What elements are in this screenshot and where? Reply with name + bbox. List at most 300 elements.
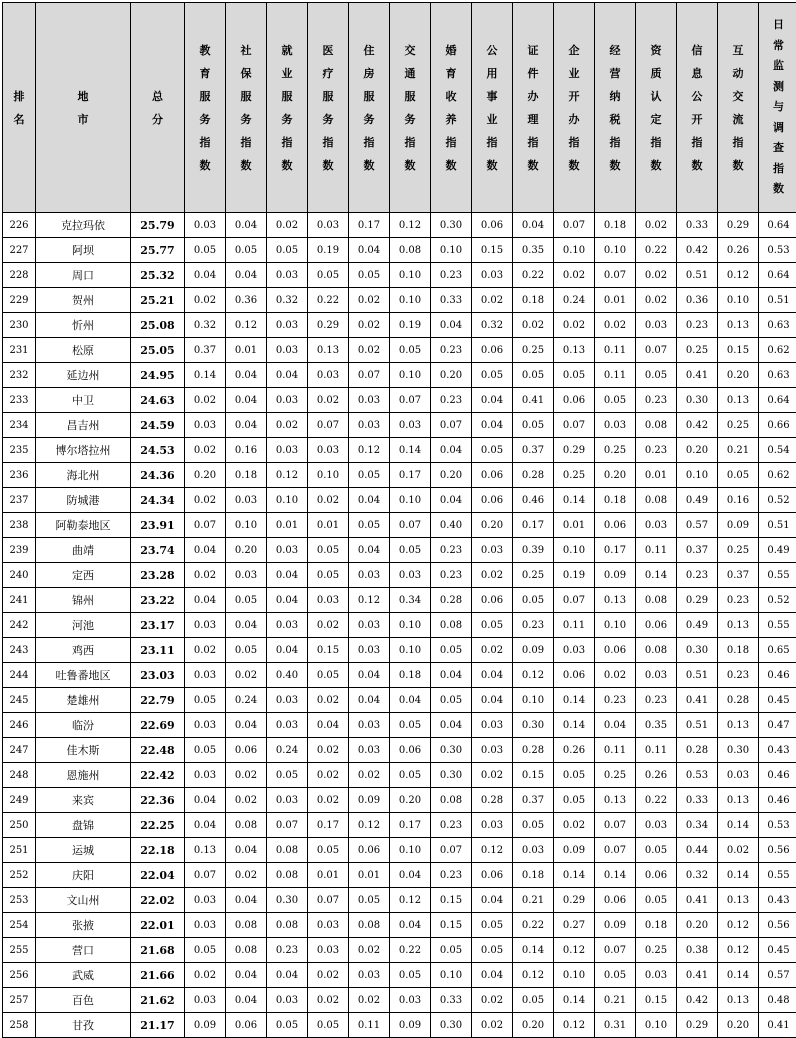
index-value-cell: 0.03 bbox=[308, 938, 349, 963]
index-value-cell: 0.02 bbox=[472, 1013, 513, 1038]
index-value-cell: 0.03 bbox=[636, 963, 677, 988]
index-value-cell: 0.30 bbox=[677, 388, 718, 413]
index-value-cell: 0.18 bbox=[595, 213, 636, 238]
index-value-cell: 0.05 bbox=[267, 763, 308, 788]
index-value-cell: 0.08 bbox=[267, 913, 308, 938]
index-value-cell: 0.23 bbox=[431, 563, 472, 588]
index-value-cell: 0.48 bbox=[759, 988, 796, 1013]
index-value-cell: 0.02 bbox=[349, 288, 390, 313]
city-cell: 阿勒泰地区 bbox=[36, 513, 131, 538]
index-value-cell: 0.36 bbox=[677, 288, 718, 313]
index-value-cell: 0.13 bbox=[718, 713, 759, 738]
index-value-cell: 0.02 bbox=[185, 288, 226, 313]
ranking-table bbox=[2, 2, 796, 1038]
index-value-cell: 0.41 bbox=[677, 888, 718, 913]
index-value-cell: 0.14 bbox=[718, 963, 759, 988]
index-value-cell: 0.05 bbox=[349, 263, 390, 288]
index-value-cell: 0.10 bbox=[595, 613, 636, 638]
table-row bbox=[3, 688, 796, 713]
index-value-cell: 0.10 bbox=[390, 488, 431, 513]
index-value-cell: 0.41 bbox=[677, 363, 718, 388]
index-value-cell: 0.03 bbox=[349, 638, 390, 663]
index-value-cell: 0.04 bbox=[226, 963, 267, 988]
rank-cell: 250 bbox=[3, 813, 36, 838]
index-value-cell: 0.04 bbox=[226, 888, 267, 913]
index-value-cell: 0.04 bbox=[185, 538, 226, 563]
index-value-cell: 0.12 bbox=[349, 813, 390, 838]
index-value-cell: 0.06 bbox=[226, 1013, 267, 1038]
index-value-cell: 0.55 bbox=[759, 863, 796, 888]
table-row bbox=[3, 313, 796, 338]
index-value-cell: 0.29 bbox=[718, 213, 759, 238]
total-score-cell: 25.08 bbox=[131, 313, 185, 338]
index-value-cell: 0.05 bbox=[595, 963, 636, 988]
index-value-cell: 0.10 bbox=[636, 1013, 677, 1038]
index-value-cell: 0.02 bbox=[472, 563, 513, 588]
index-value-cell: 0.02 bbox=[308, 963, 349, 988]
index-value-cell: 0.53 bbox=[759, 238, 796, 263]
index-value-cell: 0.03 bbox=[472, 263, 513, 288]
index-value-cell: 0.02 bbox=[226, 788, 267, 813]
index-value-cell: 0.03 bbox=[595, 413, 636, 438]
index-value-cell: 0.51 bbox=[677, 663, 718, 688]
city-cell: 佳木斯 bbox=[36, 738, 131, 763]
index-value-cell: 0.24 bbox=[554, 288, 595, 313]
index-value-cell: 0.13 bbox=[718, 388, 759, 413]
rank-cell: 253 bbox=[3, 888, 36, 913]
rank-cell: 232 bbox=[3, 363, 36, 388]
index-value-cell: 0.49 bbox=[677, 488, 718, 513]
index-value-cell: 0.02 bbox=[308, 763, 349, 788]
total-score-cell: 25.32 bbox=[131, 263, 185, 288]
index-value-cell: 0.09 bbox=[554, 838, 595, 863]
index-value-cell: 0.02 bbox=[513, 313, 554, 338]
index-value-cell: 0.05 bbox=[636, 838, 677, 863]
index-value-cell: 0.22 bbox=[513, 263, 554, 288]
index-value-cell: 0.12 bbox=[390, 213, 431, 238]
index-value-cell: 0.07 bbox=[308, 413, 349, 438]
index-value-cell: 0.25 bbox=[718, 413, 759, 438]
index-value-cell: 0.63 bbox=[759, 313, 796, 338]
index-value-cell: 0.04 bbox=[472, 888, 513, 913]
index-value-cell: 0.23 bbox=[431, 338, 472, 363]
index-value-cell: 0.03 bbox=[185, 663, 226, 688]
index-value-cell: 0.03 bbox=[267, 388, 308, 413]
index-value-cell: 0.12 bbox=[472, 838, 513, 863]
index-value-cell: 0.22 bbox=[390, 938, 431, 963]
index-value-cell: 0.02 bbox=[185, 963, 226, 988]
index-value-cell: 0.05 bbox=[390, 338, 431, 363]
table-row bbox=[3, 738, 796, 763]
index-value-cell: 0.10 bbox=[308, 463, 349, 488]
index-value-cell: 0.23 bbox=[431, 263, 472, 288]
header-row bbox=[3, 3, 796, 213]
index-value-cell: 0.20 bbox=[718, 363, 759, 388]
index-value-cell: 0.03 bbox=[267, 788, 308, 813]
index-value-cell: 0.17 bbox=[513, 513, 554, 538]
index-value-cell: 0.23 bbox=[431, 813, 472, 838]
index-value-cell: 0.03 bbox=[472, 538, 513, 563]
index-value-cell: 0.06 bbox=[472, 463, 513, 488]
index-value-cell: 0.02 bbox=[349, 338, 390, 363]
index-value-cell: 0.04 bbox=[308, 713, 349, 738]
index-value-cell: 0.04 bbox=[431, 488, 472, 513]
rank-cell: 235 bbox=[3, 438, 36, 463]
index-value-cell: 0.03 bbox=[636, 813, 677, 838]
index-value-cell: 0.31 bbox=[595, 1013, 636, 1038]
index-value-cell: 0.05 bbox=[472, 438, 513, 463]
rank-cell: 258 bbox=[3, 1013, 36, 1038]
index-value-cell: 0.14 bbox=[554, 713, 595, 738]
index-value-cell: 0.47 bbox=[759, 713, 796, 738]
index-value-cell: 0.09 bbox=[185, 1013, 226, 1038]
index-value-cell: 0.23 bbox=[595, 688, 636, 713]
index-value-cell: 0.07 bbox=[185, 863, 226, 888]
index-value-cell: 0.03 bbox=[185, 763, 226, 788]
index-value-cell: 0.14 bbox=[554, 863, 595, 888]
index-value-cell: 0.05 bbox=[636, 363, 677, 388]
index-value-cell: 0.02 bbox=[595, 663, 636, 688]
index-value-cell: 0.16 bbox=[718, 488, 759, 513]
rank-cell: 252 bbox=[3, 863, 36, 888]
index-value-cell: 0.06 bbox=[472, 338, 513, 363]
total-score-cell: 22.36 bbox=[131, 788, 185, 813]
index-value-cell: 0.03 bbox=[308, 438, 349, 463]
index-value-cell: 0.42 bbox=[677, 988, 718, 1013]
total-score-cell: 22.04 bbox=[131, 863, 185, 888]
index-value-cell: 0.01 bbox=[308, 863, 349, 888]
rank-cell: 245 bbox=[3, 688, 36, 713]
index-value-cell: 0.07 bbox=[185, 513, 226, 538]
index-value-cell: 0.02 bbox=[226, 663, 267, 688]
index-value-cell: 0.16 bbox=[226, 438, 267, 463]
index-value-cell: 0.40 bbox=[431, 513, 472, 538]
header-employment-index: 就业服务指数 bbox=[267, 3, 308, 213]
index-value-cell: 0.05 bbox=[185, 688, 226, 713]
index-value-cell: 0.04 bbox=[349, 688, 390, 713]
rank-cell: 241 bbox=[3, 588, 36, 613]
index-value-cell: 0.20 bbox=[431, 363, 472, 388]
index-value-cell: 0.13 bbox=[718, 313, 759, 338]
table-row bbox=[3, 663, 796, 688]
index-value-cell: 0.09 bbox=[390, 1013, 431, 1038]
index-value-cell: 0.07 bbox=[554, 213, 595, 238]
index-value-cell: 0.13 bbox=[718, 613, 759, 638]
index-value-cell: 0.08 bbox=[226, 913, 267, 938]
index-value-cell: 0.10 bbox=[390, 363, 431, 388]
index-value-cell: 0.10 bbox=[595, 238, 636, 263]
index-value-cell: 0.02 bbox=[267, 213, 308, 238]
index-value-cell: 0.02 bbox=[267, 413, 308, 438]
index-value-cell: 0.15 bbox=[431, 913, 472, 938]
index-value-cell: 0.23 bbox=[267, 938, 308, 963]
index-value-cell: 0.32 bbox=[677, 863, 718, 888]
index-value-cell: 0.10 bbox=[513, 688, 554, 713]
index-value-cell: 0.37 bbox=[718, 563, 759, 588]
index-value-cell: 0.18 bbox=[513, 863, 554, 888]
index-value-cell: 0.03 bbox=[185, 713, 226, 738]
index-value-cell: 0.28 bbox=[472, 788, 513, 813]
index-value-cell: 0.22 bbox=[636, 238, 677, 263]
table-row bbox=[3, 413, 796, 438]
header-total: 总分 bbox=[131, 3, 185, 213]
index-value-cell: 0.04 bbox=[472, 413, 513, 438]
index-value-cell: 0.08 bbox=[349, 913, 390, 938]
rank-cell: 229 bbox=[3, 288, 36, 313]
rank-cell: 255 bbox=[3, 938, 36, 963]
index-value-cell: 0.20 bbox=[677, 438, 718, 463]
index-value-cell: 0.04 bbox=[185, 813, 226, 838]
index-value-cell: 0.41 bbox=[677, 963, 718, 988]
index-value-cell: 0.65 bbox=[759, 638, 796, 663]
index-value-cell: 0.02 bbox=[185, 563, 226, 588]
table-row bbox=[3, 988, 796, 1013]
table-row bbox=[3, 338, 796, 363]
table-row bbox=[3, 888, 796, 913]
index-value-cell: 0.14 bbox=[390, 438, 431, 463]
index-value-cell: 0.10 bbox=[718, 288, 759, 313]
table-row bbox=[3, 563, 796, 588]
index-value-cell: 0.05 bbox=[349, 888, 390, 913]
index-value-cell: 0.37 bbox=[513, 438, 554, 463]
index-value-cell: 0.03 bbox=[308, 213, 349, 238]
index-value-cell: 0.11 bbox=[554, 613, 595, 638]
index-value-cell: 0.04 bbox=[349, 488, 390, 513]
rank-cell: 234 bbox=[3, 413, 36, 438]
index-value-cell: 0.12 bbox=[513, 663, 554, 688]
index-value-cell: 0.02 bbox=[554, 813, 595, 838]
index-value-cell: 0.07 bbox=[431, 413, 472, 438]
index-value-cell: 0.11 bbox=[349, 1013, 390, 1038]
index-value-cell: 0.04 bbox=[513, 213, 554, 238]
index-value-cell: 0.28 bbox=[677, 738, 718, 763]
index-value-cell: 0.23 bbox=[636, 388, 677, 413]
index-value-cell: 0.23 bbox=[718, 663, 759, 688]
index-value-cell: 0.15 bbox=[513, 763, 554, 788]
index-value-cell: 0.02 bbox=[308, 788, 349, 813]
index-value-cell: 0.08 bbox=[636, 413, 677, 438]
index-value-cell: 0.03 bbox=[267, 438, 308, 463]
index-value-cell: 0.17 bbox=[390, 463, 431, 488]
index-value-cell: 0.20 bbox=[185, 463, 226, 488]
index-value-cell: 0.02 bbox=[472, 988, 513, 1013]
index-value-cell: 0.10 bbox=[390, 613, 431, 638]
index-value-cell: 0.41 bbox=[759, 1013, 796, 1038]
index-value-cell: 0.04 bbox=[226, 413, 267, 438]
index-value-cell: 0.06 bbox=[472, 863, 513, 888]
index-value-cell: 0.02 bbox=[718, 838, 759, 863]
index-value-cell: 0.23 bbox=[677, 563, 718, 588]
index-value-cell: 0.05 bbox=[513, 588, 554, 613]
header-daily-monitoring-index: 日常监测与调查指数 bbox=[759, 3, 796, 213]
index-value-cell: 0.46 bbox=[759, 763, 796, 788]
index-value-cell: 0.40 bbox=[267, 663, 308, 688]
index-value-cell: 0.04 bbox=[349, 538, 390, 563]
index-value-cell: 0.05 bbox=[308, 838, 349, 863]
rank-cell: 254 bbox=[3, 913, 36, 938]
index-value-cell: 0.04 bbox=[431, 313, 472, 338]
index-value-cell: 0.07 bbox=[554, 413, 595, 438]
index-value-cell: 0.02 bbox=[349, 988, 390, 1013]
table-row bbox=[3, 513, 796, 538]
table-row bbox=[3, 538, 796, 563]
total-score-cell: 25.21 bbox=[131, 288, 185, 313]
header-interaction-index: 互动交流指数 bbox=[718, 3, 759, 213]
rank-cell: 238 bbox=[3, 513, 36, 538]
total-score-cell: 23.03 bbox=[131, 663, 185, 688]
index-value-cell: 0.17 bbox=[349, 213, 390, 238]
index-value-cell: 0.30 bbox=[718, 738, 759, 763]
index-value-cell: 0.35 bbox=[636, 713, 677, 738]
index-value-cell: 0.04 bbox=[226, 838, 267, 863]
index-value-cell: 0.13 bbox=[554, 338, 595, 363]
index-value-cell: 0.02 bbox=[185, 488, 226, 513]
index-value-cell: 0.08 bbox=[390, 238, 431, 263]
index-value-cell: 0.05 bbox=[267, 238, 308, 263]
index-value-cell: 0.08 bbox=[267, 863, 308, 888]
index-value-cell: 0.04 bbox=[226, 263, 267, 288]
index-value-cell: 0.51 bbox=[677, 263, 718, 288]
index-value-cell: 0.15 bbox=[636, 988, 677, 1013]
index-value-cell: 0.25 bbox=[595, 763, 636, 788]
index-value-cell: 0.12 bbox=[718, 913, 759, 938]
city-cell: 来宾 bbox=[36, 788, 131, 813]
index-value-cell: 0.05 bbox=[554, 788, 595, 813]
index-value-cell: 0.05 bbox=[431, 938, 472, 963]
index-value-cell: 0.46 bbox=[759, 663, 796, 688]
index-value-cell: 0.25 bbox=[677, 338, 718, 363]
index-value-cell: 0.07 bbox=[636, 338, 677, 363]
index-value-cell: 0.23 bbox=[431, 388, 472, 413]
index-value-cell: 0.17 bbox=[595, 538, 636, 563]
index-value-cell: 0.30 bbox=[513, 713, 554, 738]
index-value-cell: 0.12 bbox=[513, 963, 554, 988]
table-body bbox=[3, 213, 796, 1038]
index-value-cell: 0.04 bbox=[185, 588, 226, 613]
index-value-cell: 0.06 bbox=[390, 738, 431, 763]
index-value-cell: 0.04 bbox=[472, 388, 513, 413]
index-value-cell: 0.02 bbox=[472, 763, 513, 788]
index-value-cell: 0.23 bbox=[431, 863, 472, 888]
index-value-cell: 0.18 bbox=[595, 488, 636, 513]
index-value-cell: 0.14 bbox=[718, 863, 759, 888]
index-value-cell: 0.13 bbox=[185, 838, 226, 863]
total-score-cell: 25.05 bbox=[131, 338, 185, 363]
index-value-cell: 0.25 bbox=[554, 463, 595, 488]
index-value-cell: 0.08 bbox=[226, 938, 267, 963]
index-value-cell: 0.02 bbox=[308, 388, 349, 413]
total-score-cell: 21.17 bbox=[131, 1013, 185, 1038]
total-score-cell: 24.34 bbox=[131, 488, 185, 513]
index-value-cell: 0.08 bbox=[226, 813, 267, 838]
index-value-cell: 0.05 bbox=[431, 638, 472, 663]
index-value-cell: 0.25 bbox=[718, 538, 759, 563]
total-score-cell: 22.02 bbox=[131, 888, 185, 913]
index-value-cell: 0.03 bbox=[636, 313, 677, 338]
table-row bbox=[3, 238, 796, 263]
index-value-cell: 0.33 bbox=[431, 288, 472, 313]
index-value-cell: 0.04 bbox=[267, 638, 308, 663]
city-cell: 昌吉州 bbox=[36, 413, 131, 438]
index-value-cell: 0.12 bbox=[349, 588, 390, 613]
index-value-cell: 0.24 bbox=[267, 738, 308, 763]
index-value-cell: 0.05 bbox=[308, 663, 349, 688]
city-cell: 河池 bbox=[36, 613, 131, 638]
total-score-cell: 25.77 bbox=[131, 238, 185, 263]
index-value-cell: 0.06 bbox=[595, 513, 636, 538]
index-value-cell: 0.04 bbox=[472, 663, 513, 688]
index-value-cell: 0.33 bbox=[677, 788, 718, 813]
table-row bbox=[3, 213, 796, 238]
index-value-cell: 0.25 bbox=[513, 563, 554, 588]
index-value-cell: 0.04 bbox=[267, 588, 308, 613]
city-cell: 恩施州 bbox=[36, 763, 131, 788]
index-value-cell: 0.19 bbox=[554, 563, 595, 588]
index-value-cell: 0.28 bbox=[718, 688, 759, 713]
index-value-cell: 0.02 bbox=[349, 938, 390, 963]
index-value-cell: 0.03 bbox=[472, 738, 513, 763]
index-value-cell: 0.38 bbox=[677, 938, 718, 963]
city-cell: 忻州 bbox=[36, 313, 131, 338]
header-medical-index: 医疗服务指数 bbox=[308, 3, 349, 213]
index-value-cell: 0.05 bbox=[349, 513, 390, 538]
table-row bbox=[3, 613, 796, 638]
index-value-cell: 0.05 bbox=[513, 413, 554, 438]
index-value-cell: 0.15 bbox=[718, 338, 759, 363]
city-cell: 中卫 bbox=[36, 388, 131, 413]
total-score-cell: 24.59 bbox=[131, 413, 185, 438]
index-value-cell: 0.05 bbox=[513, 363, 554, 388]
index-value-cell: 0.54 bbox=[759, 438, 796, 463]
index-value-cell: 0.04 bbox=[226, 613, 267, 638]
index-value-cell: 0.04 bbox=[267, 563, 308, 588]
index-value-cell: 0.05 bbox=[226, 638, 267, 663]
index-value-cell: 0.33 bbox=[431, 988, 472, 1013]
rank-cell: 248 bbox=[3, 763, 36, 788]
header-business-startup-index: 企业开办指数 bbox=[554, 3, 595, 213]
index-value-cell: 0.18 bbox=[226, 463, 267, 488]
index-value-cell: 0.02 bbox=[554, 313, 595, 338]
total-score-cell: 21.66 bbox=[131, 963, 185, 988]
city-cell: 文山州 bbox=[36, 888, 131, 913]
index-value-cell: 0.28 bbox=[513, 463, 554, 488]
index-value-cell: 0.05 bbox=[267, 1013, 308, 1038]
index-value-cell: 0.13 bbox=[595, 788, 636, 813]
index-value-cell: 0.02 bbox=[595, 313, 636, 338]
index-value-cell: 0.05 bbox=[718, 463, 759, 488]
index-value-cell: 0.05 bbox=[513, 988, 554, 1013]
city-cell: 庆阳 bbox=[36, 863, 131, 888]
index-value-cell: 0.05 bbox=[513, 813, 554, 838]
index-value-cell: 0.29 bbox=[554, 438, 595, 463]
index-value-cell: 0.14 bbox=[554, 488, 595, 513]
index-value-cell: 0.04 bbox=[226, 988, 267, 1013]
rank-cell: 236 bbox=[3, 463, 36, 488]
index-value-cell: 0.41 bbox=[513, 388, 554, 413]
index-value-cell: 0.18 bbox=[718, 638, 759, 663]
index-value-cell: 0.17 bbox=[390, 813, 431, 838]
index-value-cell: 0.64 bbox=[759, 263, 796, 288]
index-value-cell: 0.33 bbox=[677, 213, 718, 238]
index-value-cell: 0.04 bbox=[349, 663, 390, 688]
index-value-cell: 0.22 bbox=[308, 288, 349, 313]
total-score-cell: 22.42 bbox=[131, 763, 185, 788]
index-value-cell: 0.04 bbox=[390, 863, 431, 888]
index-value-cell: 0.13 bbox=[718, 888, 759, 913]
index-value-cell: 0.46 bbox=[513, 488, 554, 513]
index-value-cell: 0.03 bbox=[349, 563, 390, 588]
index-value-cell: 0.20 bbox=[595, 463, 636, 488]
